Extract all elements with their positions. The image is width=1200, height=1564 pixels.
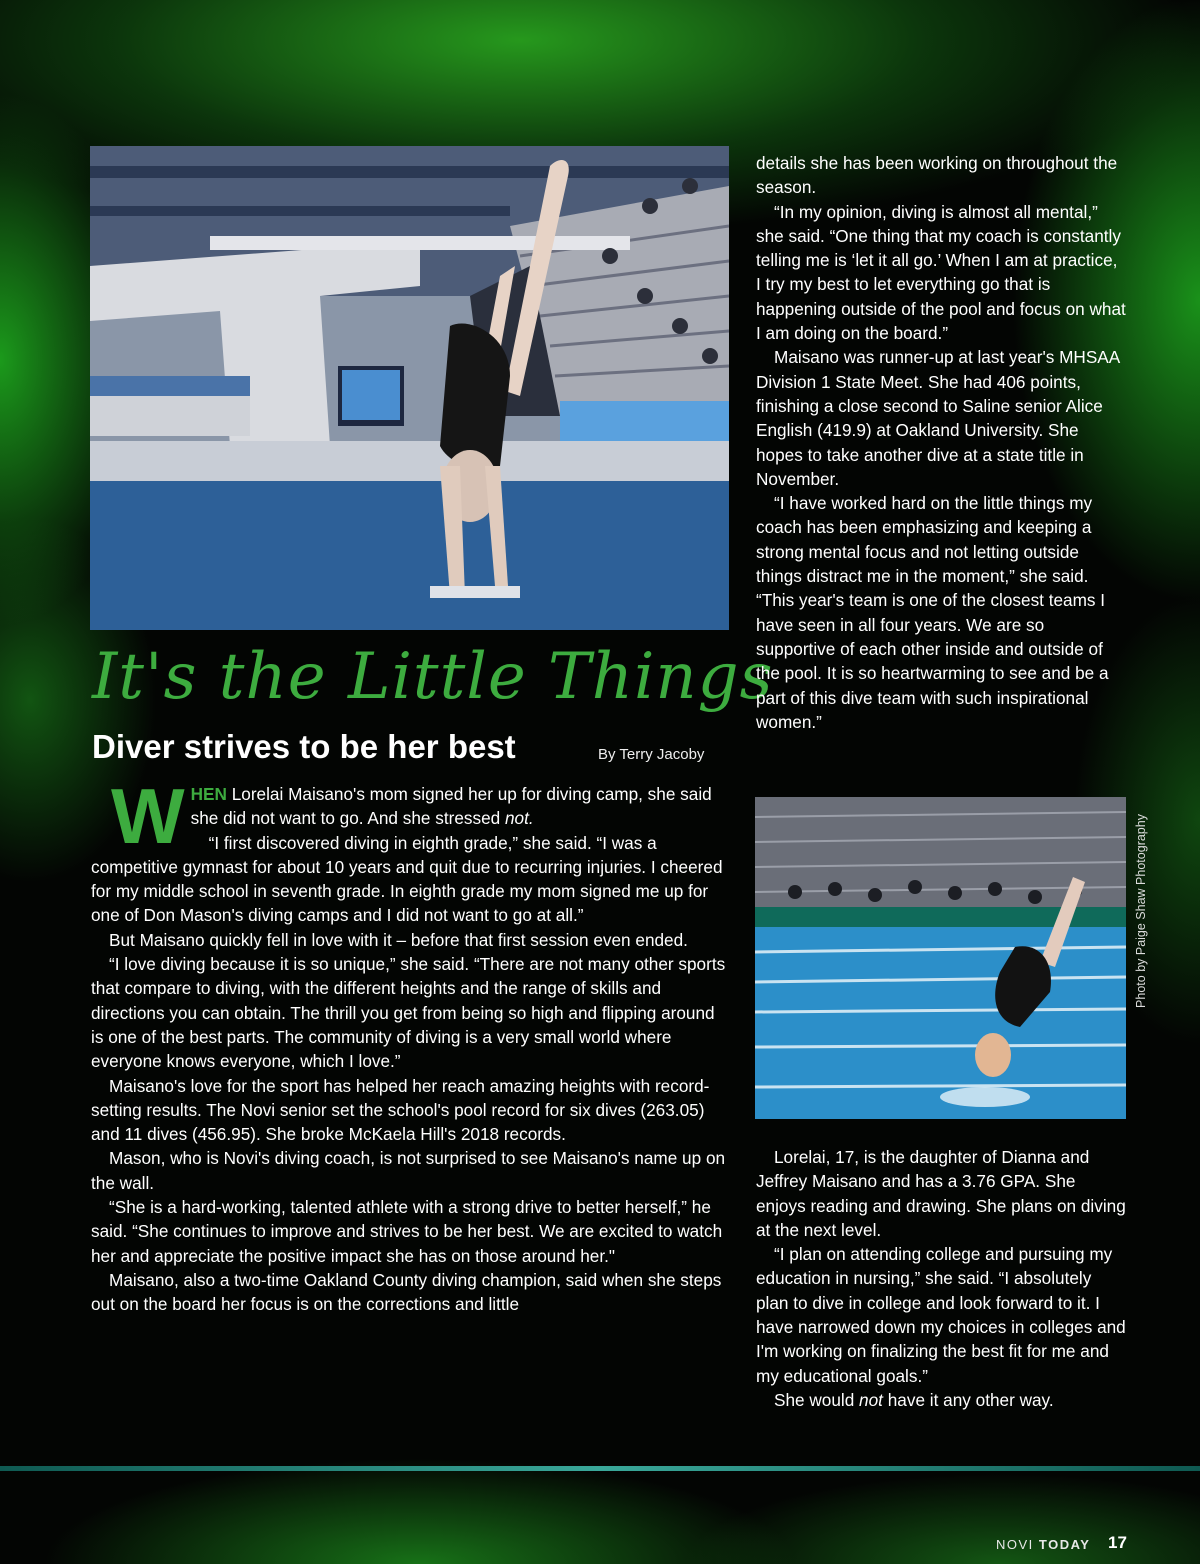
article-body-right-column-bottom (756, 1145, 1126, 1412)
paragraph-text: Lorelai Maisano's mom signed her up for diving camp, she said she did not want to go. And she stressed (190, 784, 712, 829)
article-body-left-column (91, 772, 731, 1317)
page-number: 17 (1108, 1533, 1127, 1552)
photo-credit-text: Photo by Paige Shaw Photography (1134, 814, 1148, 1008)
paragraph: Maisano, also a two-time Oakland County diving champion, said when she steps out on the board her focus is on the corrections and little (91, 1269, 722, 1315)
paragraph: details she has been working on throughout the season. (756, 153, 1118, 198)
paragraph: “She is a hard-working, talented athlete with a strong drive to better herself,” he said. “She continues to improve and strives to be her best. We are excited to watch her and appreciate the positive impact she has on those around her." (91, 1197, 723, 1266)
paragraph: “I plan on attending college and pursuing my education in nursing,” she said. “I absolutely plan to dive in college and look forward to it. I have narrowed down my choices in colleges and I'm working on finalizing the best fit for me and my educational goals.” (756, 1244, 1126, 1386)
opening-paragraph (91, 772, 731, 860)
publication-bold: TODAY (1038, 1537, 1091, 1552)
paragraph: Maisano's love for the sport has helped her reach amazing heights with record-setting results. The Novi senior set the school's pool record for six dives (263.05) and 11 dives (456.95). She broke McKaela Hill's 2018 records. (91, 1075, 710, 1145)
paragraph: Mason, who is Novi's diving coach, is not surprised to see Maisano's name up on the wall. (91, 1148, 726, 1193)
publication-prefix: NOVI (996, 1537, 1039, 1552)
paragraph: But Maisano quickly fell in love with it – before that first session even ended. (109, 929, 688, 950)
paragraph: Maisano was runner-up at last year's MHSAA Division 1 State Meet. She had 406 points, finishing a close second to Saline senior Alice English (419.9) at Oakland University. She hopes to take another dive at a state title in November. (756, 347, 1120, 489)
closing-text-end: have it any other way. (882, 1389, 1054, 1410)
diver-entry-photo (755, 797, 1126, 1119)
paragraph: “In my opinion, diving is almost all mental,” she said. “One thing that my coach is constantly telling me is ‘let it all go.’ When I am at practice, I try my best to let everything go that is happening outside of the pool and focus on what I am doing on the board.” (756, 201, 1126, 344)
paragraph: Lorelai, 17, is the daughter of Dianna and Jeffrey Maisano and has a 3.76 GPA. She enjoys reading and drawing. She plans on diving at the next level. (756, 1147, 1126, 1240)
closing-emphasis: not (859, 1389, 883, 1410)
article-subtitle: Diver strives to be her best (92, 728, 516, 765)
paragraph: “I first discovered diving in eighth grade,” she said. “I was a competitive gymnast for about 10 years and quit due to recurring injuries. I cheered for my middle school in seventh grade. In eighth grade my mom signed me up for one of Don Mason's diving camps and I did not want to go at all.” (91, 832, 723, 926)
paragraph: “I have worked hard on the little things my coach has been emphasizing and keeping a strong mental focus and not letting outside things distract me in the moment,” she said. “This year's team is one of the closest teams I have seen in all four years. We are so supportive of each other inside and outside of the pool. It is so heartwarming to see and be a part of this dive team with such inspirational women.” (756, 493, 1109, 732)
publication-name (996, 1537, 1090, 1552)
diver-handstand-photo (90, 146, 729, 630)
article-body-right-column-top (756, 151, 1126, 734)
closing-text-start: She would (774, 1389, 860, 1410)
article-title: It's the Little Things (92, 640, 774, 714)
paragraph: “I love diving because it is so unique,” she said. “There are not many other sports that compare to diving, with the different heights and the range of skills and directions you can obtain. The thrill you get from being so high and flipping around is one of the best parts. The community of diving is a very small world where everyone knows everyone, which I love.” (91, 954, 726, 1072)
article-byline: By Terry Jacoby (598, 746, 705, 763)
drop-cap: W (111, 772, 185, 860)
emphasis-text: not. (504, 808, 534, 829)
lead-in: HEN (190, 784, 227, 804)
footer-rule (0, 1466, 1200, 1471)
photo-credit (1132, 800, 1150, 1022)
closing-paragraph (756, 1388, 1126, 1412)
